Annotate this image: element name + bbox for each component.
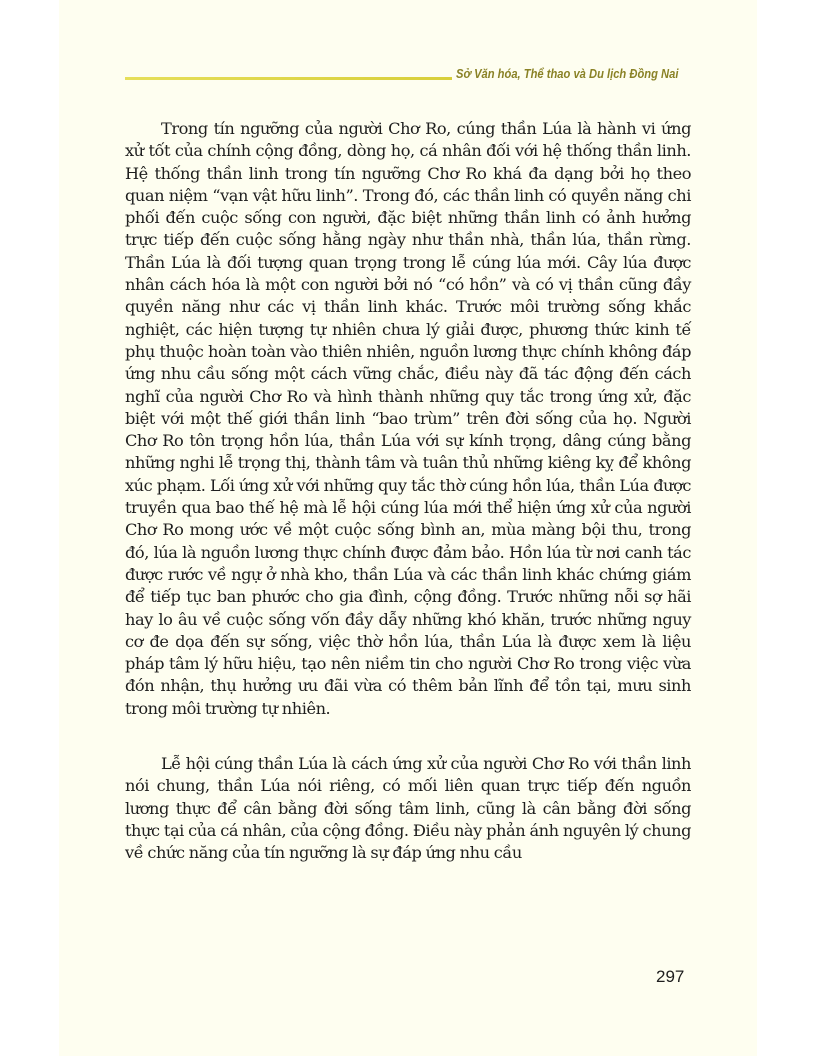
paragraph-2: Lễ hội cúng thần Lúa là cách ứng xử của người Chơ Ro với thần linh nói chung, thần Lúa nói riêng, có mối liên quan trực tiếp đến nguồn lương thực để cân bằng đời sống tâm linh, cũng là cân bằng đời sống thực tại của cá nhân, của cộng đồng. Điều này phản ánh nguyên lý chung về chức năng của tín ngưỡng là sự đáp ứng nhu cầu bbox=[125, 754, 691, 863]
body-text bbox=[125, 118, 691, 865]
paragraph-1: Trong tín ngưỡng của người Chơ Ro, cúng thần Lúa là hành vi ứng xử tốt của chính cộng đồng, dòng họ, cá nhân đối với hệ thống thần linh. Hệ thống thần linh trong tín ngưỡng Chơ Ro khá đa dạng bởi họ theo quan niệm “vạn vật hữu linh”. Trong đó, các thần linh có quyền năng chi phối đến cuộc sống con người, đặc biệt những thần linh có ảnh hưởng trực tiếp đến cuộc sống hằng ngày như thần nhà, thần lúa, thần rừng. Thần Lúa là đối tượng quan trọng trong lễ cúng lúa mới. Cây lúa được nhân cách hóa là một con người bởi nó “có hồn” và có vị thần cũng đầy quyền năng như các vị thần linh khác. Trước môi trường sống khắc nghiệt, các hiện tượng tự nhiên chưa lý giải được, phương thức kinh tế phụ thuộc hoàn toàn vào thiên nhiên, nguồn lương thực chính không đáp ứng nhu cầu sống một cách vững chắc, điều này đã tác động đến cách nghĩ của người Chơ Ro và hình thành những quy tắc trong ứng xử, đặc biệt với một thế giới thần linh “bao trùm” trên đời sống của họ. Người Chơ Ro tôn trọng hồn lúa, thần Lúa với sự kính trọng, dâng cúng bằng những nghi lễ trọng thị, thành tâm và tuân thủ những kiêng kỵ để không xúc phạm. Lối ứng xử với những quy tắc thờ cúng hồn lúa, thần Lúa được truyền qua bao thế hệ mà lễ hội cúng lúa mới thể hiện ứng xử của người Chơ Ro mong ước về một cuộc sống bình an, mùa màng bội thu, trong đó, lúa là nguồn lương thực chính được đảm bảo. Hồn lúa từ nơi canh tác được rước về ngự ở nhà kho, thần Lúa và các thần linh khác chứng giám để tiếp tục ban phước cho gia đình, cộng đồng. Trước những nỗi sợ hãi hay lo âu về cuộc sống vốn đầy dẫy những khó khăn, trước những nguy cơ đe dọa đến sự sống, việc thờ hồn lúa, thần Lúa là được xem là liệu pháp tâm lý hữu hiệu, tạo nên niềm tin cho người Chơ Ro trong việc vừa đón nhận, thụ hưởng ưu đãi vừa có thêm bản lĩnh để tồn tại, mưu sinh trong môi trường tự nhiên. bbox=[125, 119, 691, 718]
header-rule bbox=[125, 77, 452, 80]
page-number: 297 bbox=[656, 967, 685, 986]
running-header: Sở Văn hóa, Thể thao và Du lịch Đồng Nai bbox=[456, 66, 679, 81]
